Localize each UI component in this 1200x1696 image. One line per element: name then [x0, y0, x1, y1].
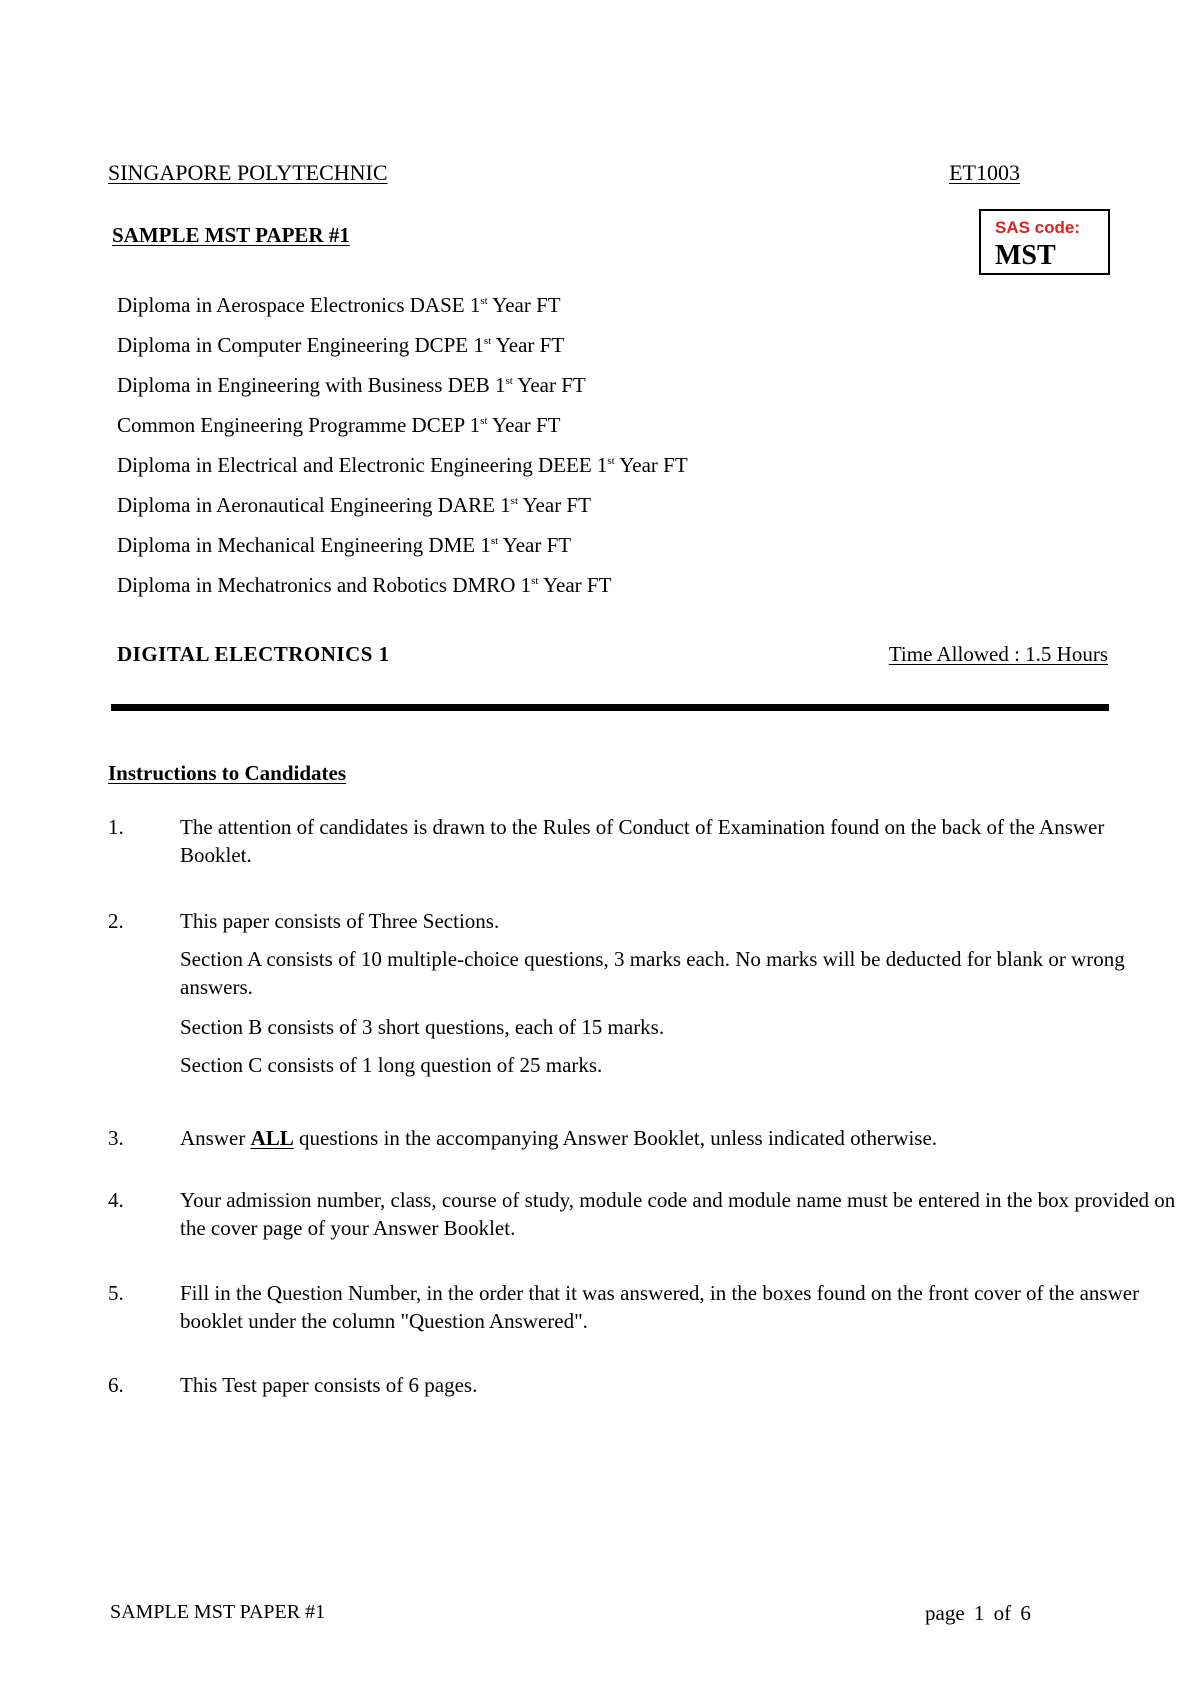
page-number: page 1 of 6 [925, 1601, 1031, 1625]
programme-item: Diploma in Aerospace Electronics DASE 1st Year FT [117, 293, 561, 317]
instruction-text: This paper consists of Three Sections. [180, 909, 500, 933]
instruction-number: 1. [108, 815, 124, 839]
programme-item: Diploma in Mechatronics and Robotics DMRO 1st Year FT [117, 573, 612, 597]
instruction-text: Your admission number, class, course of study, module code and module name must be entered in the box provided on the cover page of your Answer Booklet. [180, 1188, 1176, 1240]
module-code: ET1003 [949, 160, 1020, 185]
instruction-number: 3. [108, 1126, 124, 1150]
sas-code-label: SAS code: [995, 218, 1081, 237]
instruction-number: 6. [108, 1373, 124, 1397]
programme-item: Common Engineering Programme DCEP 1st Year FT [117, 413, 561, 437]
instruction-subtext: Section A consists of 10 multiple-choice questions, 3 marks each. No marks will be deducted for blank or wrong answers. [180, 947, 1125, 999]
instruction-number: 4. [108, 1188, 124, 1212]
instruction-text: Fill in the Question Number, in the order that it was answered, in the boxes found on the front cover of the answer booklet under the column "Question Answered". [180, 1281, 1140, 1333]
programme-item: Diploma in Engineering with Business DEB 1st Year FT [117, 373, 586, 397]
instruction-number: 5. [108, 1281, 124, 1305]
emphasis-all: ALL [250, 1126, 294, 1150]
institution-name: SINGAPORE POLYTECHNIC [108, 160, 388, 185]
time-allowed: Time Allowed : 1.5 Hours [888, 642, 1108, 666]
instruction-text: Answer ALL questions in the accompanying Answer Booklet, unless indicated otherwise. [180, 1126, 938, 1150]
programme-item: Diploma in Aeronautical Engineering DARE 1st Year FT [117, 493, 591, 517]
subject-title: DIGITAL ELECTRONICS 1 [117, 642, 390, 666]
instruction-subtext: Section C consists of 1 long question of 25 marks. [180, 1053, 603, 1077]
instructions-heading: Instructions to Candidates [108, 761, 347, 785]
instruction-text: This Test paper consists of 6 pages. [180, 1373, 478, 1397]
sas-code-box [979, 209, 1110, 275]
instruction-number: 2. [108, 909, 124, 933]
footer-paper-title: SAMPLE MST PAPER #1 [110, 1601, 326, 1623]
instruction-subtext: Section B consists of 3 short questions, each of 15 marks. [180, 1015, 665, 1039]
sas-code-value: MST [995, 240, 1056, 271]
programme-list [117, 292, 688, 612]
section-divider [111, 704, 1109, 711]
programme-item: Diploma in Computer Engineering DCPE 1st Year FT [117, 333, 565, 357]
instruction-text: The attention of candidates is drawn to the Rules of Conduct of Examination found on the back of the Answer Booklet. [180, 815, 1105, 867]
paper-title: SAMPLE MST PAPER #1 [112, 223, 350, 247]
programme-item: Diploma in Mechanical Engineering DME 1st Year FT [117, 533, 572, 557]
programme-item: Diploma in Electrical and Electronic Engineering DEEE 1st Year FT [117, 453, 688, 477]
